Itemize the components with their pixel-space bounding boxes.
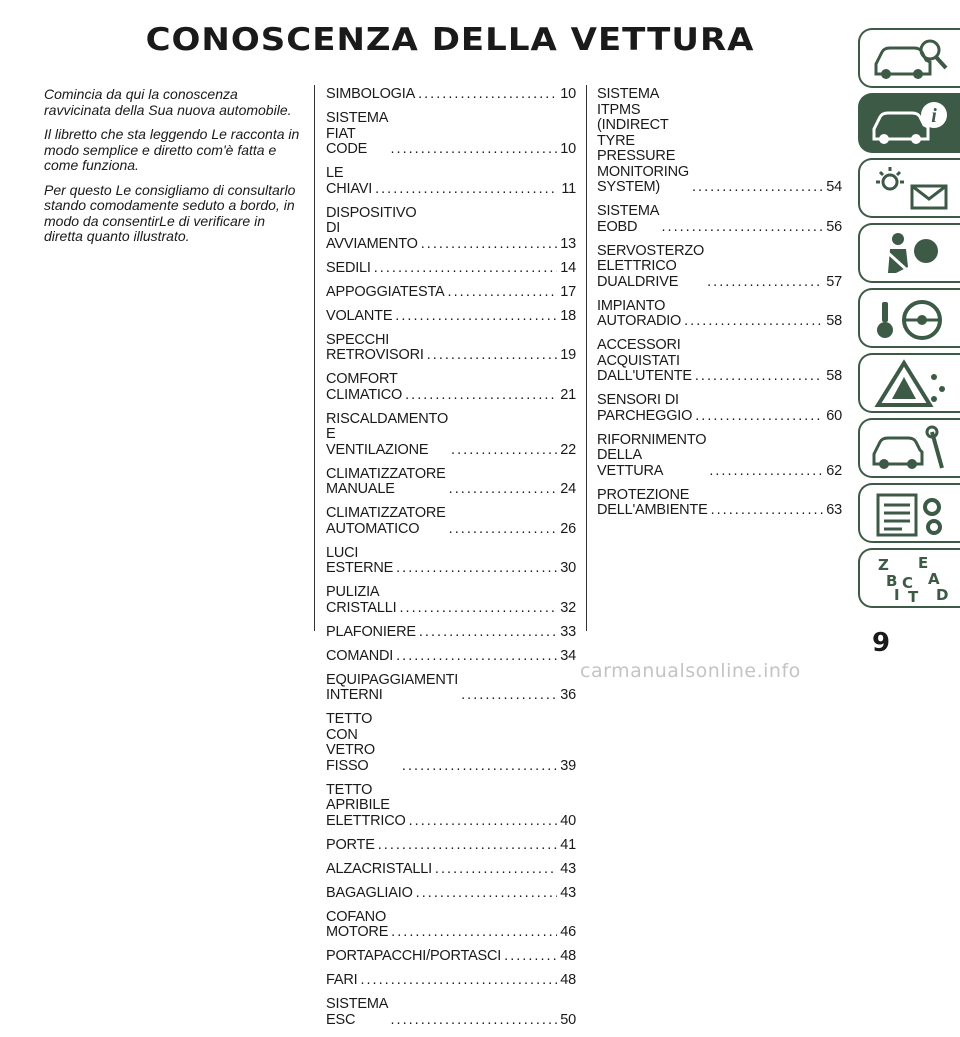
toc-entry-page: 50 <box>560 1011 576 1028</box>
toc-entry[interactable] <box>326 886 576 902</box>
toc-entry-title: SERVOSTERZO ELETTRICO DUALDRIVE <box>597 242 705 290</box>
toc-entry-page: 24 <box>560 481 576 497</box>
toc-entry-title: PLAFONIERE <box>326 623 416 640</box>
toc-entry-page: 14 <box>560 259 576 276</box>
section-tabs <box>858 28 960 613</box>
toc-leader-dots <box>435 862 557 878</box>
toc-entry-page: 60 <box>826 407 842 424</box>
toc-entry[interactable] <box>597 433 842 480</box>
toc-entry[interactable] <box>597 204 842 235</box>
toc-entry-page: 46 <box>560 924 576 940</box>
toc-entry[interactable] <box>326 111 576 158</box>
toc-entry-title: SEDILI <box>326 259 371 276</box>
toc-entry-title: IMPIANTO AUTORADIO <box>597 297 682 329</box>
toc-entry-page: 10 <box>560 141 576 157</box>
toc-leader-dots <box>451 443 557 459</box>
toc-entry[interactable] <box>326 309 576 325</box>
toc-entry[interactable] <box>597 244 842 291</box>
toc-entry-title: ACCESSORI ACQUISTATI DALL'UTENTE <box>597 337 692 384</box>
toc-entry-page: 57 <box>826 273 842 290</box>
car-maintenance-icon <box>868 424 954 474</box>
toc-entry-page: 26 <box>560 520 576 537</box>
index-letter-e: E <box>918 554 929 572</box>
toc-entry[interactable] <box>326 261 576 277</box>
toc-leader-dots <box>416 886 557 902</box>
index-letter-z: Z <box>878 556 889 574</box>
info-glyph: i <box>931 105 937 127</box>
toc-entry[interactable] <box>597 338 842 385</box>
toc-entry-page: 48 <box>560 972 576 988</box>
toc-leader-dots <box>375 182 557 198</box>
toc-entry-page: 62 <box>826 462 842 479</box>
toc-entry-title: PORTE <box>326 836 375 853</box>
toc-entry-title: PULIZIA CRISTALLI <box>326 584 397 616</box>
column-divider-2 <box>586 85 587 631</box>
toc-column-1 <box>326 87 576 1037</box>
toc-entry[interactable] <box>326 712 576 774</box>
toc-leader-dots <box>661 220 823 236</box>
intro-paragraph-2: Il libretto che sta leggendo Le racconta in modo semplice e diretto com'è fatta e come funziona. <box>44 126 300 173</box>
toc-entry-page: 56 <box>826 218 842 235</box>
toc-entry-title: ALZACRISTALLI <box>326 860 432 877</box>
toc-entry-page: 33 <box>560 623 576 640</box>
toc-entry-title: APPOGGIATESTA <box>326 283 445 300</box>
toc-entry[interactable] <box>326 412 576 459</box>
toc-entry-page: 54 <box>826 179 842 195</box>
toc-entry-page: 48 <box>560 948 576 964</box>
toc-entry-title: COFANO MOTORE <box>326 908 389 940</box>
toc-entry-title: EQUIPAGGIAMENTI INTERNI <box>326 671 459 703</box>
toc-leader-dots <box>711 503 823 519</box>
watermark: carmanualsonline.info <box>580 660 801 682</box>
toc-entry-page: 43 <box>560 884 576 901</box>
index-letter-a: A <box>928 570 940 588</box>
toc-entry-title: CLIMATIZZATORE MANUALE <box>326 465 446 497</box>
toc-leader-dots <box>504 949 557 965</box>
toc-leader-dots <box>418 87 557 103</box>
toc-leader-dots <box>695 369 823 385</box>
toc-leader-dots <box>360 973 557 989</box>
toc-leader-dots <box>419 625 557 641</box>
index-letter-t: T <box>908 588 919 604</box>
toc-entry-title: VOLANTE <box>326 307 393 324</box>
column-divider-1 <box>314 85 315 631</box>
toc-leader-dots <box>461 688 557 704</box>
tab-car-knowledge[interactable] <box>858 93 960 153</box>
index-letter-i: I <box>894 586 900 604</box>
toc-entry[interactable] <box>597 488 842 519</box>
toc-entry-page: 18 <box>560 307 576 324</box>
toc-leader-dots <box>684 314 823 330</box>
toc-entry-title: CLIMATIZZATORE AUTOMATICO <box>326 505 446 537</box>
toc-entry-title: SPECCHI RETROVISORI <box>326 331 424 363</box>
toc-entry-title: PORTAPACCHI/PORTASCI <box>326 948 502 964</box>
toc-entry-title: FARI <box>326 972 358 988</box>
toc-entry-page: 22 <box>560 441 576 458</box>
toc-leader-dots <box>409 814 557 830</box>
toc-entry[interactable] <box>326 166 576 197</box>
toc-entry-title: LUCI ESTERNE <box>326 544 394 576</box>
toc-entry-title: SISTEMA EOBD <box>597 203 659 235</box>
toc-entry[interactable] <box>326 506 576 537</box>
toc-entry[interactable] <box>597 299 842 330</box>
toc-leader-dots <box>427 348 557 364</box>
index-letter-c: C <box>902 574 914 592</box>
toc-entry[interactable] <box>326 333 576 364</box>
toc-entry[interactable] <box>326 783 576 830</box>
toc-entry[interactable] <box>597 393 842 424</box>
toc-entry-page: 10 <box>560 86 576 102</box>
safety-airbag-icon <box>868 229 954 279</box>
index-letter-d: D <box>936 586 949 604</box>
toc-entry[interactable] <box>326 838 576 854</box>
toc-entry-page: 36 <box>560 687 576 703</box>
page-number: 9 <box>872 628 891 658</box>
toc-entry-title: RISCALDAMENTO E VENTILAZIONE <box>326 410 449 458</box>
index-letters-icon <box>868 554 954 604</box>
page-title: CONOSCENZA DELLA VETTURA <box>145 21 755 59</box>
tab-emergency[interactable] <box>858 353 960 413</box>
toc-entry-title: PROTEZIONE DELL'AMBIENTE <box>597 486 708 518</box>
tab-maintenance[interactable] <box>858 418 960 478</box>
toc-entry-page: 34 <box>560 647 576 664</box>
steering-wheel-key-icon <box>868 294 954 344</box>
toc-leader-dots <box>695 409 823 425</box>
toc-entry[interactable] <box>326 673 576 704</box>
toc-entry-page: 39 <box>560 757 576 774</box>
toc-entry[interactable] <box>326 467 576 498</box>
toc-leader-dots <box>396 561 557 577</box>
toc-entry-page: 58 <box>826 368 842 384</box>
toc-leader-dots <box>396 649 557 665</box>
toc-leader-dots <box>402 759 557 775</box>
toc-entry[interactable] <box>326 649 576 665</box>
warning-lights-icon <box>868 164 954 214</box>
tab-safety[interactable] <box>858 223 960 283</box>
toc-leader-dots <box>449 482 557 498</box>
toc-column-2 <box>597 87 842 527</box>
toc-leader-dots <box>399 601 557 617</box>
toc-entry-page: 30 <box>560 560 576 576</box>
toc-entry[interactable] <box>326 973 576 989</box>
toc-leader-dots <box>692 180 823 196</box>
tab-car-overview[interactable] <box>858 28 960 88</box>
toc-entry-title: SISTEMA ESC <box>326 996 388 1028</box>
toc-entry[interactable] <box>326 949 576 965</box>
toc-entry[interactable] <box>326 585 576 616</box>
toc-entry-page: 13 <box>560 235 576 252</box>
toc-leader-dots <box>709 464 823 480</box>
toc-entry-title: LE CHIAVI <box>326 165 373 197</box>
intro-text <box>44 87 306 254</box>
toc-entry-page: 11 <box>561 180 576 197</box>
toc-entry-page: 40 <box>560 812 576 829</box>
toc-entry[interactable] <box>326 285 576 301</box>
specifications-icon <box>868 489 954 539</box>
toc-entry[interactable] <box>326 372 576 403</box>
toc-leader-dots <box>395 309 557 325</box>
toc-entry[interactable] <box>326 546 576 577</box>
toc-entry-page: 32 <box>560 599 576 616</box>
toc-entry-title: TETTO CON VETRO FISSO <box>326 711 375 774</box>
toc-entry-title: SIMBOLOGIA <box>326 86 416 102</box>
toc-entry-page: 43 <box>560 860 576 877</box>
toc-entry-title: COMANDI <box>326 647 394 664</box>
toc-entry[interactable] <box>326 206 576 253</box>
tab-technical-specs[interactable] <box>858 483 960 543</box>
toc-leader-dots <box>449 522 557 538</box>
toc-leader-dots <box>378 838 557 854</box>
toc-leader-dots <box>448 285 557 301</box>
toc-entry-title: RIFORNIMENTO DELLA VETTURA <box>597 431 707 479</box>
tab-index[interactable] <box>858 548 960 608</box>
toc-entry[interactable] <box>326 87 576 103</box>
toc-entry-page: 63 <box>826 502 842 518</box>
toc-entry-title: DISPOSITIVO DI AVVIAMENTO <box>326 204 418 252</box>
toc-entry-page: 19 <box>560 347 576 363</box>
toc-entry-page: 58 <box>826 313 842 329</box>
toc-entry[interactable] <box>326 862 576 878</box>
car-search-icon <box>868 34 954 84</box>
toc-leader-dots <box>374 261 557 277</box>
toc-leader-dots <box>390 1013 557 1029</box>
toc-entry[interactable] <box>597 87 842 196</box>
toc-leader-dots <box>405 388 557 404</box>
toc-entry[interactable] <box>326 997 576 1028</box>
toc-leader-dots <box>707 275 823 291</box>
toc-entry-title: TETTO APRIBILE ELETTRICO <box>326 781 406 829</box>
toc-entry-title: BAGAGLIAIO <box>326 884 413 901</box>
toc-leader-dots <box>390 142 557 158</box>
toc-entry-page: 41 <box>560 836 576 853</box>
toc-entry-title: COMFORT CLIMATICO <box>326 371 403 403</box>
tab-warning-lights[interactable] <box>858 158 960 218</box>
toc-entry[interactable] <box>326 910 576 941</box>
car-info-icon <box>868 99 954 149</box>
intro-paragraph-1: Comincia da qui la conoscenza ravvicinata della Sua nuova automobile. <box>44 86 292 118</box>
toc-entry-title: SISTEMA ITPMS (INDIRECT TYRE PRESSURE MONITORING SYSTEM) <box>597 86 689 195</box>
toc-entry-page: 17 <box>560 283 576 300</box>
toc-leader-dots <box>391 925 557 941</box>
toc-entry-title: SISTEMA FIAT CODE <box>326 110 388 157</box>
toc-entry[interactable] <box>326 625 576 641</box>
tab-starting-driving[interactable] <box>858 288 960 348</box>
warning-triangle-icon <box>868 359 954 409</box>
index-letter-b: B <box>886 572 898 590</box>
toc-entry-title: SENSORI DI PARCHEGGIO <box>597 392 693 424</box>
toc-leader-dots <box>421 237 557 253</box>
intro-paragraph-3: Per questo Le consigliamo di consultarlo stando comodamente seduto a bordo, in modo da consentirLe di verificare in diretta quanto illustrato. <box>44 181 296 244</box>
toc-entry-page: 21 <box>560 386 576 403</box>
